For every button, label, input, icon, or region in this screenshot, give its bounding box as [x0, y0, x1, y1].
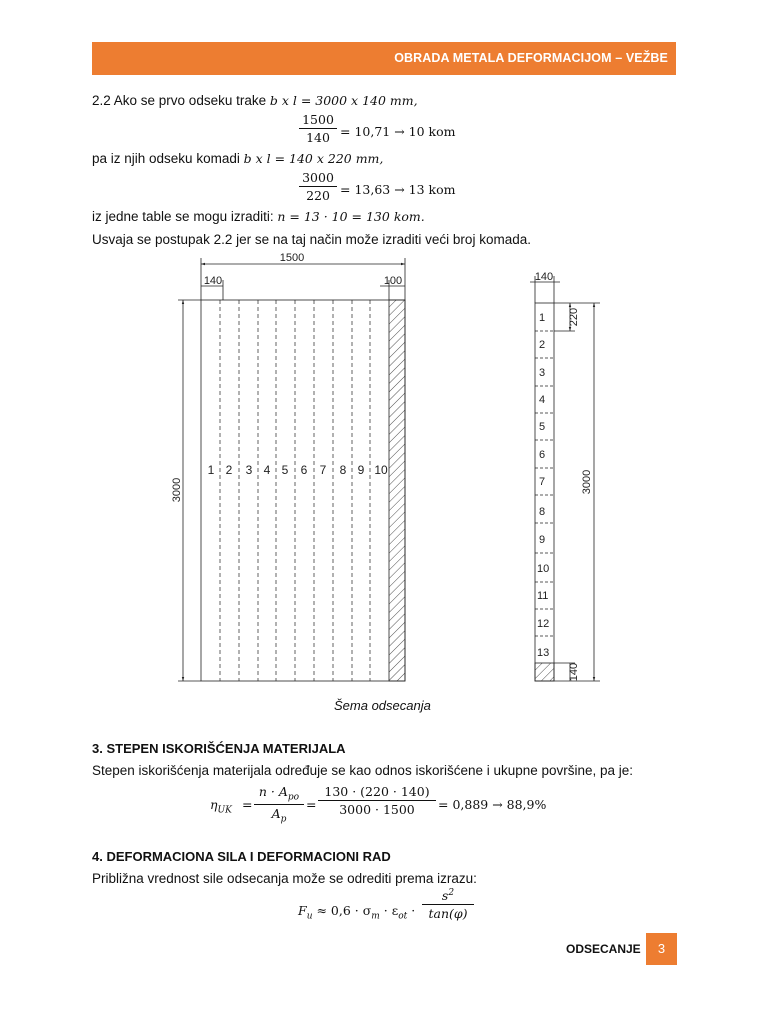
piece-label: 12 — [537, 618, 550, 630]
piece-label: 13 — [537, 647, 550, 659]
eta-fraction-1 — [254, 784, 304, 824]
line-3-math: n = 13 · 10 = 130 kom. — [277, 209, 425, 224]
strip-cut-lines — [220, 300, 370, 681]
force-equation — [298, 903, 415, 922]
eta-fraction-1-denominator: A — [271, 805, 281, 821]
strip-label: 9 — [357, 463, 365, 477]
page-number: 3 — [657, 941, 666, 956]
eta-fraction-2 — [318, 784, 436, 817]
piece-label: 9 — [539, 534, 546, 546]
section-4-heading: 4. DEFORMACIONA SILA I DEFORMACIONI RAD — [92, 849, 391, 864]
dim-top-1500: 1500 — [279, 252, 305, 264]
fraction-2-numerator: 3000 — [302, 170, 334, 185]
force-fraction-sup: 2 — [448, 888, 455, 898]
strip-label: 2 — [225, 463, 233, 477]
force-eq-mid3: · — [407, 903, 416, 918]
piece-label: 11 — [537, 590, 549, 602]
force-fraction — [422, 888, 474, 921]
piece-label: 5 — [539, 421, 546, 433]
header-title: OBRADA METALA DEFORMACIJOM – VEŽBE — [394, 51, 668, 65]
force-fraction-numerator: s — [441, 888, 449, 904]
eta-fraction-2-bar — [318, 800, 436, 801]
eta-subscript: UK — [217, 805, 232, 816]
dim-piece-220: 220 — [568, 307, 580, 327]
fraction-1-numerator: 1500 — [302, 112, 334, 127]
section-4-text: Približna vrednost sile odsecanja može se odrediti prema izrazu: — [92, 871, 477, 886]
line-2-text: pa iz njih odseku komadi — [92, 151, 244, 166]
force-symbol: F — [298, 903, 307, 918]
line-1-text: 2.2 Ako se prvo odseku trake — [92, 93, 270, 108]
strip-labels — [208, 463, 388, 477]
force-eq-mid2: · ε — [379, 903, 399, 918]
fraction-2-denominator: 220 — [306, 188, 330, 203]
eta-symbol — [210, 797, 232, 816]
eta: η — [210, 797, 218, 812]
section-3-heading: 3. STEPEN ISKORIŠĆENJA MATERIJALA — [92, 741, 346, 756]
line-3-text: iz jedne table se mogu izraditi: — [92, 209, 278, 224]
page-number-box — [646, 933, 677, 965]
dim-left-strip-140: 140 — [203, 275, 223, 287]
piece-label: 6 — [539, 449, 546, 461]
eta-fraction-2-numerator: 130 · (220 · 140) — [324, 784, 430, 799]
force-subscript: u — [306, 911, 313, 922]
strip-label: 1 — [207, 463, 215, 477]
piece-label: 10 — [537, 563, 550, 575]
dim-waste-140: 140 — [568, 662, 580, 682]
strip-label: 10 — [374, 463, 388, 477]
piece-label: 8 — [539, 506, 546, 518]
piece-label: 1 — [539, 312, 546, 324]
piece-labels — [537, 312, 549, 659]
line-1-math: b x l = 3000 x 140 mm, — [269, 93, 418, 108]
eta-result: = 0,889 → 88,9% — [438, 797, 547, 812]
piece-label: 4 — [539, 394, 546, 406]
force-eq-mid: ≈ 0,6 · σ — [312, 903, 372, 918]
force-fraction-bar — [422, 904, 474, 905]
fraction-1-result: = 10,71 → 10 kom — [340, 124, 456, 139]
sigma-subscript: m — [371, 911, 380, 922]
eta-fraction-1-bar — [254, 804, 304, 805]
dim-height-3000: 3000 — [171, 477, 183, 503]
epsilon-subscript: ot — [398, 911, 408, 922]
strip-label: 7 — [319, 463, 327, 477]
fraction-2-result: = 13,63 → 13 kom — [340, 182, 456, 197]
eta-fraction-1-num-sub: po — [287, 792, 300, 803]
piece-label: 7 — [539, 476, 546, 488]
eta-fraction-1-den-sub: p — [280, 814, 287, 824]
dim-width-140: 140 — [534, 271, 554, 283]
footer-chapter-label: ODSECANJE — [566, 942, 641, 956]
strip-label: 8 — [339, 463, 347, 477]
strip-label: 5 — [281, 463, 289, 477]
dim-height-3000-right: 3000 — [581, 469, 593, 495]
equals-1: = — [242, 797, 253, 812]
section-3-text: Stepen iskorišćenja materijala određuje se kao odnos iskorišćene i ukupne površine, pa je: — [92, 763, 634, 778]
eta-fraction-2-denominator: 3000 · 1500 — [339, 802, 415, 817]
piece-label: 2 — [539, 339, 546, 351]
strip-label: 6 — [300, 463, 308, 477]
line-2-math: b x l = 140 x 220 mm, — [243, 151, 384, 166]
force-fraction-denominator: tan(φ) — [428, 906, 468, 922]
fraction-1-denominator: 140 — [306, 130, 330, 145]
drawing-caption: Šema odsecanja — [334, 698, 431, 713]
piece-label: 3 — [539, 367, 546, 379]
strip-label: 3 — [245, 463, 253, 477]
strip-label: 4 — [263, 463, 271, 477]
line-4: Usvaja se postupak 2.2 jer se na taj način može izraditi veći broj komada. — [92, 232, 531, 247]
eta-fraction-1-numerator: n · A — [258, 784, 288, 799]
equals-2: = — [306, 797, 317, 812]
dim-right-strip-100: 100 — [383, 275, 403, 287]
